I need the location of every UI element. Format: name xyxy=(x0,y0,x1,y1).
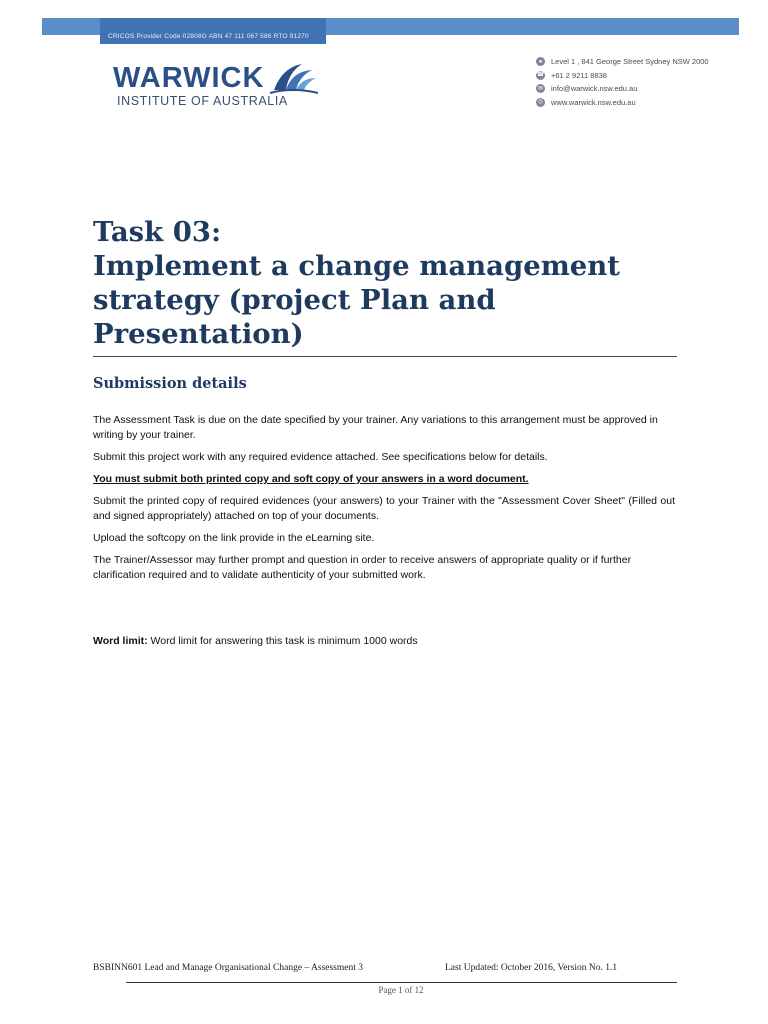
paragraph-printed-soft-copy: You must submit both printed copy and soft copy of your answers in a word document. xyxy=(93,473,529,485)
page-title xyxy=(93,215,683,351)
email-icon: ✉ xyxy=(537,85,544,92)
email-text[interactable]: info@warwick.nsw.edu.au xyxy=(551,84,638,94)
title-line-2: Implement a change management xyxy=(93,250,620,282)
contact-block xyxy=(536,55,709,109)
paragraph-submit-project: Submit this project work with any required evidence attached. See specifications below for details. xyxy=(93,451,548,463)
title-line-1: Task 03: xyxy=(93,216,222,248)
contact-website xyxy=(536,96,709,110)
logo-name: WARWICK xyxy=(113,62,265,94)
footer-course: BSBINN601 Lead and Manage Organisational Change – Assessment 3 xyxy=(93,963,364,973)
paragraph-printed-evidence: Submit the printed copy of required evidences (your answers) to your Trainer with the "Assessment Cover Sheet" (Filled out and signed appropriately) attached on top of your documents. xyxy=(93,495,675,522)
page-number: Page 1 of 12 xyxy=(378,985,424,995)
cricos-text: CRICOS Provider Code 02808G ABN 47 111 067 586 RTO 91270 xyxy=(108,33,309,40)
footer-divider xyxy=(126,982,677,983)
paragraph-trainer-assessor: The Trainer/Assessor may further prompt and question in order to receive answers of appropriate quality or if further clarification required and to validate authenticity of your submitted work. xyxy=(93,554,632,581)
wave-logo-icon xyxy=(268,60,318,96)
submission-details-body xyxy=(93,413,675,590)
globe-icon: ◎ xyxy=(537,99,544,106)
paragraph-upload-softcopy: Upload the softcopy on the link provide in the eLearning site. xyxy=(93,532,375,544)
phone-icon: ☎ xyxy=(536,72,545,79)
location-pin-icon: ● xyxy=(536,57,545,66)
title-line-4: Presentation) xyxy=(93,318,304,350)
word-limit-text: Word limit for answering this task is minimum 1000 words xyxy=(147,635,418,647)
address-text: Level 1 , 841 George Street Sydney NSW 2000 xyxy=(551,57,709,67)
website-text[interactable]: www.warwick.nsw.edu.au xyxy=(551,97,636,107)
contact-email xyxy=(536,82,709,96)
contact-address xyxy=(536,55,709,69)
title-divider xyxy=(93,356,677,357)
paragraph-due-date: The Assessment Task is due on the date specified by your trainer. Any variations to this arrangement must be approved in writing by your trainer. xyxy=(93,414,658,441)
phone-text: +61 2 9211 8838 xyxy=(551,70,607,80)
title-line-3: strategy (project Plan and xyxy=(93,284,496,316)
footer-version: Last Updated: October 2016, Version No. 1.1 xyxy=(445,963,618,973)
contact-phone xyxy=(536,69,709,83)
logo-subtitle: INSTITUTE OF AUSTRALIA xyxy=(117,94,288,108)
cricos-box xyxy=(100,18,326,44)
section-heading: Submission details xyxy=(93,375,247,392)
word-limit-label: Word limit: xyxy=(93,635,148,647)
word-limit xyxy=(93,635,418,647)
